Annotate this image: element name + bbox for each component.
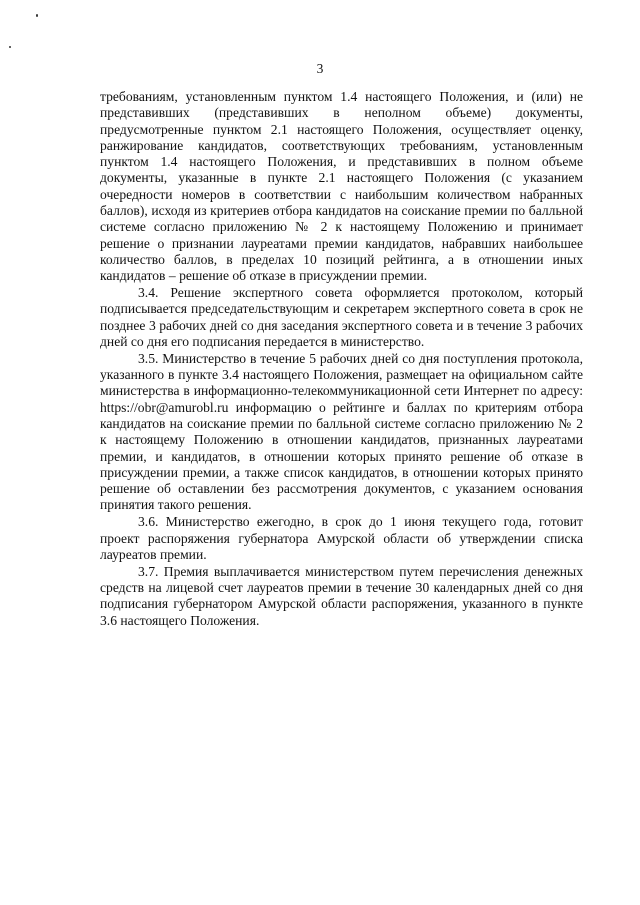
- page-number: 3: [316, 61, 324, 76]
- document-body: [100, 89, 583, 629]
- scan-speck: [36, 14, 38, 17]
- paragraph-3-6: 3.6. Министерство ежегодно, в срок до 1 июня текущего года, готовит проект распоряжения губернатора Амурской области об утверждении списка лауреатов премии.: [100, 514, 583, 562]
- scan-speck: [9, 46, 11, 48]
- paragraph-3-4: 3.4. Решение экспертного совета оформляется протоколом, который подписывается председательствующим и секретарем экспертного совета в срок не позднее 3 рабочих дней со дня заседания экспертного совета и в течение 3 рабочих дней со дня его подписания передается в министерство.: [100, 285, 583, 349]
- paragraph-continuation: требованиям, установленным пунктом 1.4 настоящего Положения, и (или) не представивших (представивших в неполном объеме) документы, предусмотренные пунктом 2.1 настоящего Положения, осуществляет оценку, ранжирование кандидатов, соответствующих требованиям, установленным пунктом 1.4 настоящего Положения, и представивших в полном объеме документы, указанные в пункте 2.1 настоящего Положения (с указанием очередности номеров в соответствии с наибольшим количеством набранных баллов), исходя из критериев отбора кандидатов на соискание премии по балльной системе согласно приложению № 2 к настоящему Положению и принимает решение о признании лауреатами премии кандидатов, набравших наибольшее количество баллов, в пределах 10 позиций рейтинга, а в отношении иных кандидатов – решение об отказе в присуждении премии.: [100, 89, 583, 284]
- paragraph-3-5: 3.5. Министерство в течение 5 рабочих дней со дня поступления протокола, указанного в пункте 3.4 настоящего Положения, размещает на официальном сайте министерства в информационно-телекоммуникационной сети Интернет по адресу: https://obr@amurobl.ru информацию о рейтинге и баллах по критериям отбора кандидатов на соискание премии по балльной системе согласно приложению № 2 к настоящему Положению в отношении кандидатов, признанных лауреатами премии, и кандидатов, в отношении которых принято решение об отказе в присуждении премии, а также список кандидатов, в отношении которых принято решение об оставлении без рассмотрения документов, с указанием основания принятия такого решения.: [100, 350, 583, 513]
- paragraph-3-7: 3.7. Премия выплачивается министерством путем перечисления денежных средств на лицевой счет лауреатов премии в течение 30 календарных дней со дня подписания губернатором Амурской области распоряжения, указанного в пункте 3.6 настоящего Положения.: [100, 563, 583, 628]
